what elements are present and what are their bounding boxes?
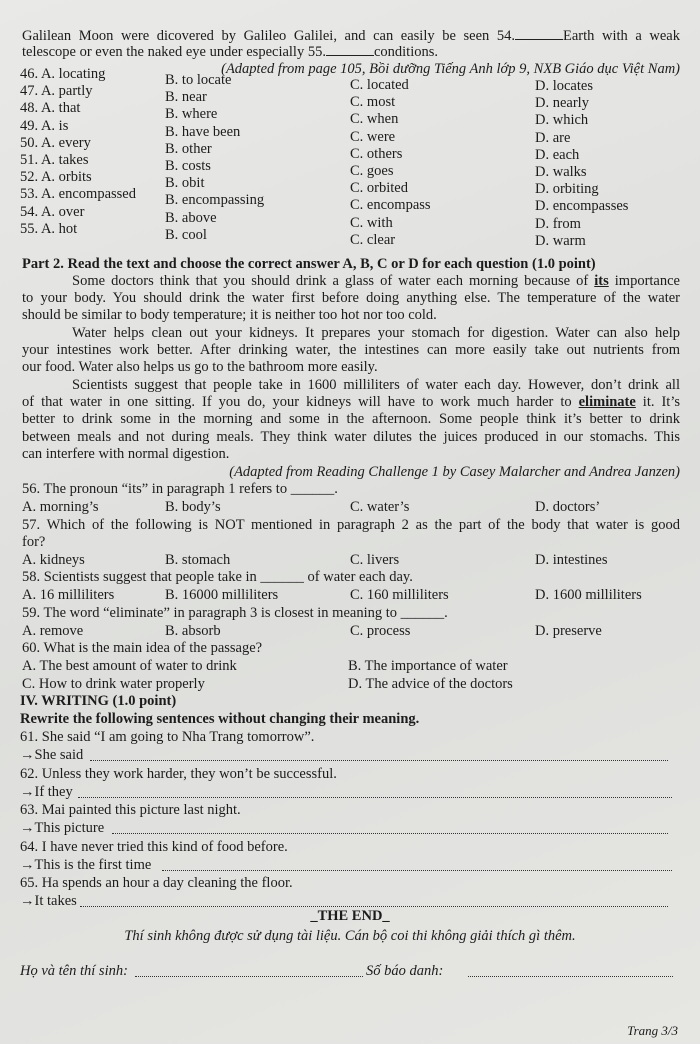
blank-55: [326, 43, 374, 56]
text: of that water in one sitting. If you do, your kidneys will have to work much harder to: [22, 394, 579, 410]
option-b: B. near: [165, 89, 207, 106]
option-c: C. with: [350, 214, 393, 231]
passage-line: can interfere with normal digestion.: [22, 446, 230, 462]
passage-line: [22, 394, 680, 411]
option-a: 53. A. encompassed: [20, 186, 136, 203]
option-b: B. above: [165, 209, 217, 226]
option-b: B. cool: [165, 226, 207, 243]
passage-line: [22, 273, 680, 290]
option-c: C. when: [350, 111, 399, 128]
option-c: C. 160 milliliters: [350, 587, 449, 603]
underlined-word: eliminate: [578, 394, 636, 410]
option-b: B. where: [165, 106, 218, 123]
option-c: C. others: [350, 145, 403, 162]
passage-line: Water helps clean out your kidneys. It prepares your stomach for digestion. Water can also help: [72, 325, 680, 341]
underlined-word: its: [594, 273, 609, 289]
answer-start: →This is the first time: [20, 856, 152, 873]
option-c: C. process: [350, 623, 411, 639]
answer-line[interactable]: [78, 796, 672, 798]
writing-question: 64. I have never tried this kind of food before.: [20, 838, 288, 855]
question-58: 58. Scientists suggest that people take in ______ of water each day.: [22, 569, 413, 585]
answer-line[interactable]: [162, 869, 672, 871]
option-d: D. each: [535, 146, 580, 163]
option-b: B. The importance of water: [348, 658, 508, 674]
option-c: C. most: [350, 94, 396, 111]
question-59: 59. The word “eliminate” in paragraph 3 is closest in meaning to ______.: [22, 605, 448, 621]
option-c: C. located: [350, 77, 409, 93]
id-field[interactable]: [468, 975, 673, 977]
passage-line: Scientists suggest that people take in 1600 milliliters of water each day. However, don’t drink all: [72, 377, 680, 393]
cloze-line-1: [22, 27, 680, 44]
passage-line: to your body. You should drink the water first before doing anything else. The temperature of the water: [22, 290, 680, 306]
option-a: A. The best amount of water to drink: [22, 658, 237, 674]
option-a: 54. A. over: [20, 203, 85, 220]
text: it. It’s: [635, 394, 680, 410]
passage-line: your intestines work better. After drinking water, the intestines can more easily take out nutrients from: [22, 342, 680, 358]
question-56: 56. The pronoun “its” in paragraph 1 refers to ______.: [22, 481, 338, 497]
text: Earth with a weak: [562, 28, 680, 44]
option-d: D. intestines: [535, 552, 608, 568]
option-d: D. orbiting: [535, 181, 599, 198]
passage-line: better to drink some in the morning and some in the afternoon. Some people think it’s better to drink: [22, 411, 680, 427]
option-a: A. morning’s: [22, 499, 99, 515]
writing-question: 62. Unless they work harder, they won’t be successful.: [20, 765, 337, 782]
option-a: A. kidneys: [22, 552, 85, 568]
source-citation: (Adapted from Reading Challenge 1 by Casey Malarcher and Andrea Janzen): [229, 464, 680, 480]
option-a: 55. A. hot: [20, 220, 78, 237]
option-b: B. have been: [165, 123, 241, 140]
source-citation: (Adapted from page 105, Bồi dưỡng Tiếng Anh lớp 9, NXB Giáo dục Việt Nam): [221, 61, 680, 77]
option-c: C. clear: [350, 231, 396, 248]
option-a: 46. A. locating: [20, 66, 106, 82]
answer-start: →She said: [20, 747, 84, 763]
option-b: B. encompassing: [165, 192, 265, 209]
passage-line: our food. Water also helps us go to the bathroom more easily.: [22, 359, 378, 375]
option-c: C. goes: [350, 163, 394, 179]
exam-note: Thí sinh không được sử dụng tài liệu. Cán bộ coi thi không giải thích gì thêm.: [124, 928, 576, 944]
text: Some doctors think that you should drink a glass of water each morning because of: [72, 273, 595, 289]
name-label: Họ và tên thí sinh:: [20, 963, 128, 979]
option-d: D. 1600 milliliters: [535, 587, 642, 603]
text: Galilean Moon were dicovered by Galileo Galilei, and can easily be seen 54.: [22, 28, 515, 44]
answer-start: →It takes: [20, 893, 77, 909]
option-c: C. water’s: [350, 499, 410, 515]
option-d: D. nearly: [535, 95, 589, 112]
passage-line: between meals and not during meals. They think water dilutes the juices produced in our stomachs. This: [22, 429, 680, 445]
option-b: B. body’s: [165, 499, 221, 515]
writing-instruction: Rewrite the following sentences without changing their meaning.: [20, 711, 420, 727]
option-a: 52. A. orbits: [20, 169, 92, 186]
option-d: D. encompasses: [535, 198, 629, 215]
option-d: D. warm: [535, 232, 586, 249]
writing-heading: IV. WRITING (1.0 point): [20, 693, 177, 709]
option-d: D. which: [535, 112, 589, 129]
option-d: D. walks: [535, 164, 587, 180]
writing-question: 61. She said “I am going to Nha Trang tomorrow”.: [20, 729, 315, 745]
option-c: C. encompass: [350, 197, 431, 214]
option-c: C. orbited: [350, 180, 408, 197]
option-b: B. to locate: [165, 72, 232, 88]
option-b: B. stomach: [165, 552, 231, 568]
option-b: B. 16000 milliliters: [165, 587, 279, 603]
option-d: D. preserve: [535, 623, 602, 639]
cloze-line-2: [22, 43, 438, 61]
passage-line: should be similar to body temperature; it is neither too hot nor too cold.: [22, 307, 437, 323]
question-57-cont: for?: [22, 534, 46, 550]
option-b: B. absorb: [165, 623, 221, 639]
text: telescope or even the naked eye under especially 55.: [22, 44, 326, 60]
part2-heading: Part 2. Read the text and choose the correct answer A, B, C or D for each question (1.0 point): [22, 256, 596, 272]
option-a: 48. A. that: [20, 100, 81, 117]
option-c: C. were: [350, 128, 396, 145]
name-field[interactable]: [135, 975, 363, 977]
option-b: B. other: [165, 140, 212, 157]
text: conditions.: [373, 44, 439, 60]
answer-line[interactable]: [80, 905, 668, 907]
option-d: D. locates: [535, 78, 593, 94]
option-a: A. remove: [22, 623, 84, 639]
option-a: 49. A. is: [20, 117, 69, 134]
the-end: _THE END_: [310, 908, 390, 924]
option-a: A. 16 milliliters: [22, 587, 115, 603]
option-d: D. The advice of the doctors: [348, 676, 513, 692]
option-d: D. from: [535, 215, 581, 232]
option-c: C. livers: [350, 552, 400, 568]
answer-start: →This picture: [20, 820, 105, 836]
option-d: D. doctors’: [535, 499, 601, 515]
option-b: B. costs: [165, 158, 211, 174]
option-a: 51. A. takes: [20, 152, 89, 168]
option-a: 50. A. every: [20, 134, 91, 151]
option-c: C. How to drink water properly: [22, 676, 205, 692]
blank-54: [515, 27, 563, 40]
question-60: 60. What is the main idea of the passage?: [22, 640, 263, 656]
writing-question: 65. Ha spends an hour a day cleaning the floor.: [20, 875, 293, 891]
answer-line[interactable]: [90, 759, 668, 761]
question-57: 57. Which of the following is NOT mentioned in paragraph 2 as the part of the body that water is good: [22, 517, 680, 533]
answer-start: →If they: [20, 783, 73, 800]
option-b: B. obit: [165, 175, 205, 192]
answer-line[interactable]: [112, 832, 668, 834]
page-number: Trang 3/3: [627, 1023, 678, 1038]
option-d: D. are: [535, 129, 571, 146]
text: importance: [608, 273, 680, 289]
writing-question: 63. Mai painted this picture last night.: [20, 802, 241, 818]
option-a: 47. A. partly: [20, 83, 93, 100]
id-label: Số báo danh:: [366, 963, 444, 979]
